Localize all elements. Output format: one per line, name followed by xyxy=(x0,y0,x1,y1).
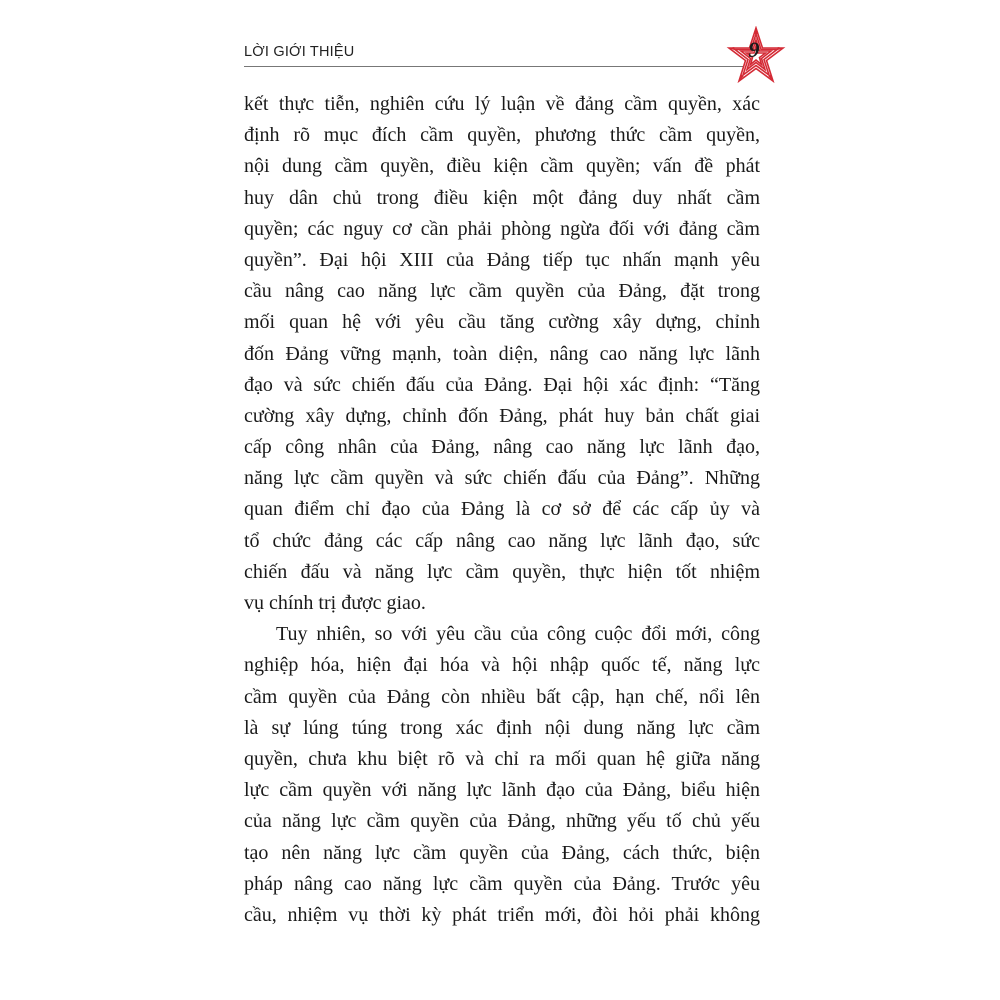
text-line: chiến đấu và năng lực cầm quyền, thực hiện tốt nhiệm xyxy=(244,560,760,583)
text-line: pháp nâng cao năng lực cầm quyền của Đảng. Trước yêu xyxy=(244,872,760,895)
text-line: định rõ mục đích cầm quyền, phương thức cầm quyền, xyxy=(244,124,760,147)
text-line: quyền; các nguy cơ cần phải phòng ngừa đối với đảng cầm xyxy=(244,217,760,240)
text-line: cầm quyền của Đảng còn nhiều bất cập, hạn chế, nổi lên xyxy=(244,685,760,708)
text-line: năng lực cầm quyền và sức chiến đấu của Đảng”. Những xyxy=(244,467,760,490)
header-divider xyxy=(244,66,744,67)
text-line: mối quan hệ với yêu cầu tăng cường xây dựng, chỉnh xyxy=(244,311,760,334)
text-line: quyền, chưa khu biệt rõ và chỉ ra mối quan hệ giữa năng xyxy=(244,747,760,770)
text-line: cấp công nhân của Đảng, nâng cao năng lực lãnh đạo, xyxy=(244,436,760,459)
text-line: cầu nâng cao năng lực cầm quyền của Đảng, đặt trong xyxy=(244,280,760,303)
paragraph xyxy=(244,89,760,619)
text-line: đạo và sức chiến đấu của Đảng. Đại hội xác định: “Tăng xyxy=(244,373,760,396)
page-number: 9 xyxy=(748,37,760,62)
running-header xyxy=(244,42,764,66)
text-line: tổ chức đảng các cấp nâng cao năng lực lãnh đạo, sức xyxy=(244,529,760,552)
text-line: quan điểm chỉ đạo của Đảng là cơ sở để các cấp ủy và xyxy=(244,498,760,521)
text-line: là sự lúng túng trong xác định nội dung năng lực cầm xyxy=(244,716,760,739)
text-line: của năng lực cầm quyền của Đảng, những yếu tố chủ yếu xyxy=(244,810,760,833)
text-line: lực cầm quyền với năng lực lãnh đạo của Đảng, biểu hiện xyxy=(244,779,760,802)
paragraph xyxy=(244,619,760,931)
text-line: Tuy nhiên, so với yêu cầu của công cuộc đổi mới, công xyxy=(276,623,760,646)
text-line: nội dung cầm quyền, điều kiện cầm quyền; vấn đề phát xyxy=(244,155,760,178)
text-line: cường xây dựng, chỉnh đốn Đảng, phát huy bản chất giai xyxy=(244,404,760,427)
text-line: nghiệp hóa, hiện đại hóa và hội nhập quốc tế, năng lực xyxy=(244,654,760,677)
text-line: quyền”. Đại hội XIII của Đảng tiếp tục nhấn mạnh yêu xyxy=(244,248,760,271)
running-header-title: LỜI GIỚI THIỆU xyxy=(244,44,355,60)
text-line: vụ chính trị được giao. xyxy=(244,592,426,614)
body-text xyxy=(244,89,760,931)
text-line: cầu, nhiệm vụ thời kỳ phát triển mới, đòi hỏi phải không xyxy=(244,903,760,926)
text-line: đốn Đảng vững mạnh, toàn diện, nâng cao năng lực lãnh xyxy=(244,342,760,365)
text-line: kết thực tiễn, nghiên cứu lý luận về đảng cầm quyền, xác xyxy=(244,93,760,115)
text-line: tạo nên năng lực cầm quyền của Đảng, cách thức, biện xyxy=(244,841,760,864)
text-line: huy dân chủ trong điều kiện một đảng duy nhất cầm xyxy=(244,186,760,209)
